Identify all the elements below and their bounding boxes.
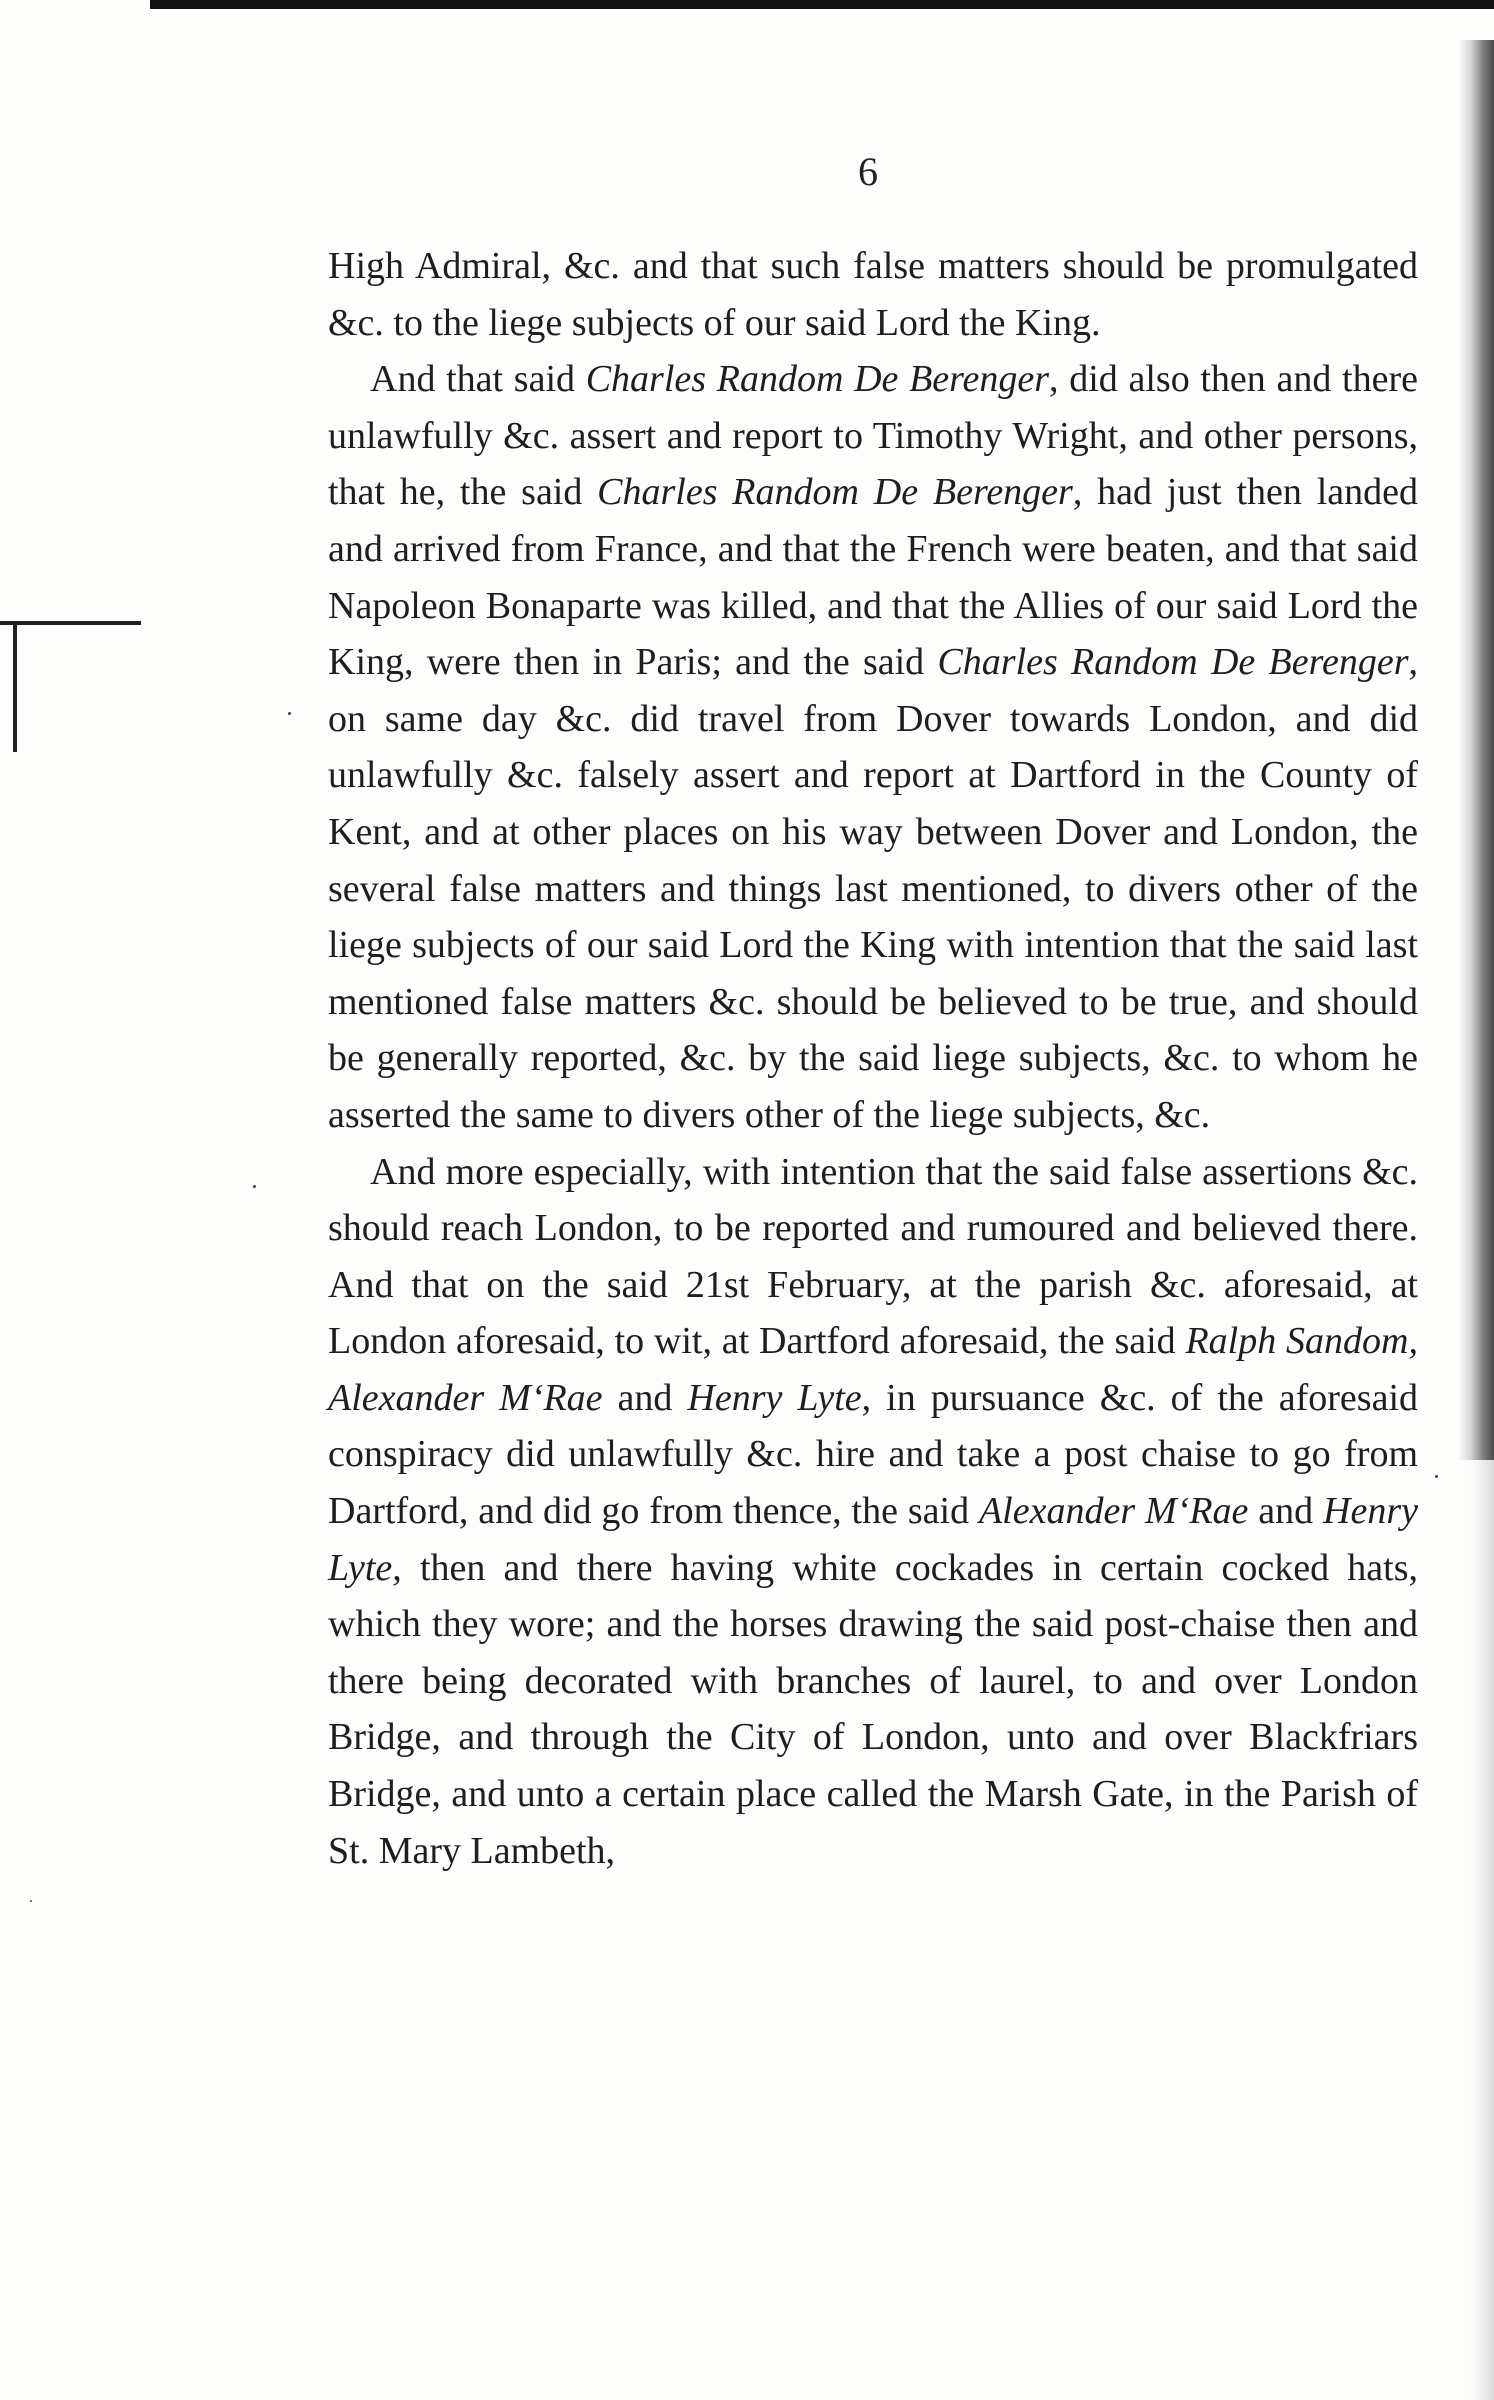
paragraph-text: , then and there having white cockades in certain cocked hats, which they wore; and the horses drawing the said post-chaise then and there being decorated with branches of laurel, to and over London Bridge, and through the City of London, unto and over Blackfriars Bridge, and unto a certain place called the Marsh Gate, in the Parish of St. Mary Lambeth, [328, 1546, 1418, 1872]
italic-name-text: Alexander M‘Rae [978, 1490, 1249, 1533]
paragraph [328, 238, 1418, 351]
paragraph-text: , did also then and there unlawfully &c. assert and report to Timothy Wright, and other persons, that he, the said [328, 358, 1418, 514]
paragraph-text: and [602, 1376, 688, 1419]
page-binding-shadow-lower [1470, 1460, 1494, 2400]
page-top-edge-shadow [150, 0, 1494, 9]
paragraph-text: , on same day &c. did travel from Dover towards London, and did unlawfully &c. falsely assert and report at Dartford in the County of Kent, and at other places on his way between Dover and London, the several false matters and things last mentioned, to divers other of the liege subjects of our said Lord the King with intention that the said last mentioned false matters &c. should be believed to be true, and should be generally reported, &c. by the said liege subjects, &c. to whom he asserted the same to divers other of the liege subjects, &c. [328, 641, 1418, 1136]
italic-name-text: Charles Random De Berenger [585, 358, 1050, 401]
paragraph-text: And that said [370, 358, 586, 401]
italic-name-text: Charles Random De Berenger [597, 471, 1073, 514]
left-margin-mark-vertical [13, 622, 17, 752]
paper-speck [253, 1185, 256, 1188]
paragraph-text: High Admiral, &c. and that such false matters should be promulgated &c. to the liege subjects of our said Lord the King. [328, 245, 1418, 344]
paragraph-text: and [1248, 1490, 1324, 1533]
page-binding-shadow [1458, 40, 1494, 1460]
paragraph-text: , in pursuance &c. of the aforesaid conspiracy did unlawfully &c. hire and take a post chaise to go from Dartford, and did go from thence, the said [328, 1376, 1418, 1533]
italic-name-text: Henry Lyte [328, 1490, 1419, 1589]
left-margin-mark-horizontal [0, 621, 141, 625]
paper-speck [1435, 1475, 1438, 1478]
paper-speck [30, 1900, 32, 1902]
paper-speck [288, 712, 291, 715]
italic-name-text: Charles Random De Berenger [937, 641, 1409, 684]
italic-name-text: Ralph Sandom, Alexander M‘Rae [328, 1320, 1418, 1419]
body-text [328, 238, 1418, 1879]
paragraph-text: And more especially, with intention that the said false assertions &c. should reach London, to be reported and rumoured and believed there. And that on the said 21st February, at the parish &c. aforesaid, at London aforesaid, to wit, at Dartford aforesaid, the said [328, 1150, 1418, 1363]
italic-name-text: Henry Lyte [687, 1376, 862, 1419]
paragraph-text: , had just then landed and arrived from France, and that the French were beaten, and that said Napoleon Bonaparte was killed, and that the Allies of our said Lord the King, were then in Paris; and the said [328, 471, 1419, 684]
paragraph [328, 351, 1418, 1143]
page-number: 6 [858, 149, 878, 194]
paragraph [328, 1144, 1418, 1880]
